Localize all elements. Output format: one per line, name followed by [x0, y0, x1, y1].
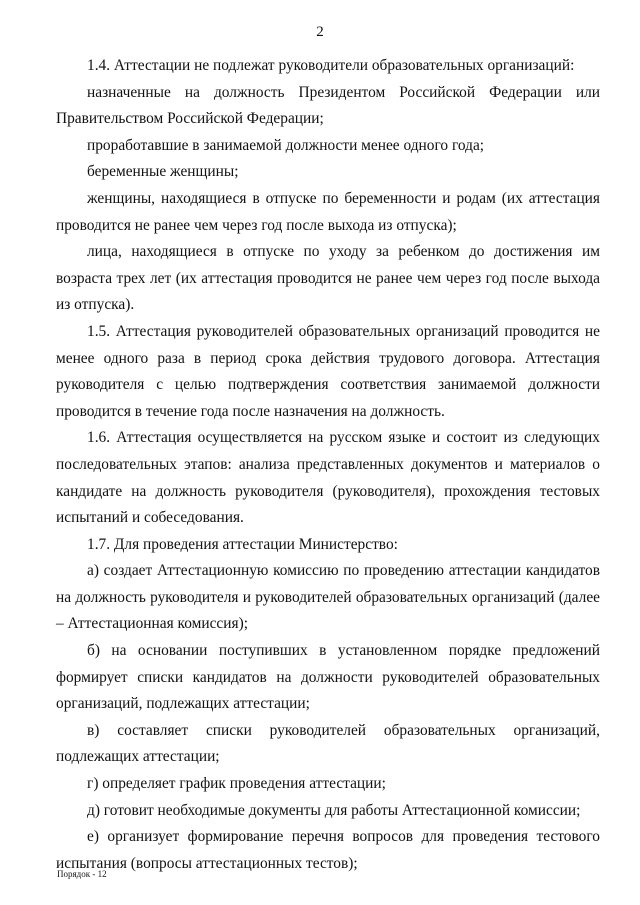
list-item-childcare-leave: лица, находящиеся в отпуске по уходу за ребенком до достижения им возраста трех лет (их аттестация проводится не ранее чем через год после выхода из отпуска). [56, 243, 600, 314]
list-item-a: а) создает Аттестационную комиссию по проведению аттестации кандидатов на должность руководителя и руководителей образовательных организаций (далее – Аттестационная комиссия); [56, 562, 600, 633]
list-item-v: в) составляет списки руководителей образовательных организаций, подлежащих аттестации; [56, 721, 600, 766]
list-item-maternity-leave: женщины, находящиеся в отпуске по беременности и родам (их аттестация проводится не ранее чем через год после выхода из отпуска); [56, 189, 600, 234]
list-item-less-than-year: проработавшие в занимаемой должности менее одного года; [87, 136, 485, 154]
document-body [56, 53, 600, 877]
paragraph-1-4: 1.4. Аттестации не подлежат руководители образовательных организаций: [87, 57, 575, 74]
list-item-pregnant: беременные женщины; [87, 163, 239, 181]
page-number: 2 [316, 24, 324, 40]
list-item-d: д) готовит необходимые документы для работы Аттестационной комиссии; [87, 801, 581, 819]
paragraph-1-5: 1.5. Аттестация руководителей образовательных организаций проводится не менее одного раза в период срока действия трудового договора. Аттестация руководителя с целью подтверждения соответствия занимаемой должности проводится в течение года после назначения на должность. [56, 322, 600, 420]
paragraph-1-6: 1.6. Аттестация осуществляется на русском языке и состоит из следующих последовательных этапов: анализа представленных документов и материалов о кандидате на должность руководителя (руководителя), прохождения тестовых испытаний и собеседования. [56, 429, 600, 527]
list-item-e: е) организует формирование перечня вопросов для проведения тестового испытания (вопросы аттестационных тестов); [56, 828, 600, 872]
list-item-g: г) определяет график проведения аттестации; [87, 775, 386, 793]
footer-document-id: Порядок - 12 [57, 869, 107, 879]
list-item-b: б) на основании поступивших в установленном порядке предложений формирует списки кандидатов на должности руководителей образовательных организаций, подлежащих аттестации; [56, 642, 600, 713]
paragraph-1-7: 1.7. Для проведения аттестации Министерство: [87, 535, 398, 553]
list-item-appointed: назначенные на должность Президентом Российской Федерации или Правительством Российской Федерации; [56, 83, 600, 128]
